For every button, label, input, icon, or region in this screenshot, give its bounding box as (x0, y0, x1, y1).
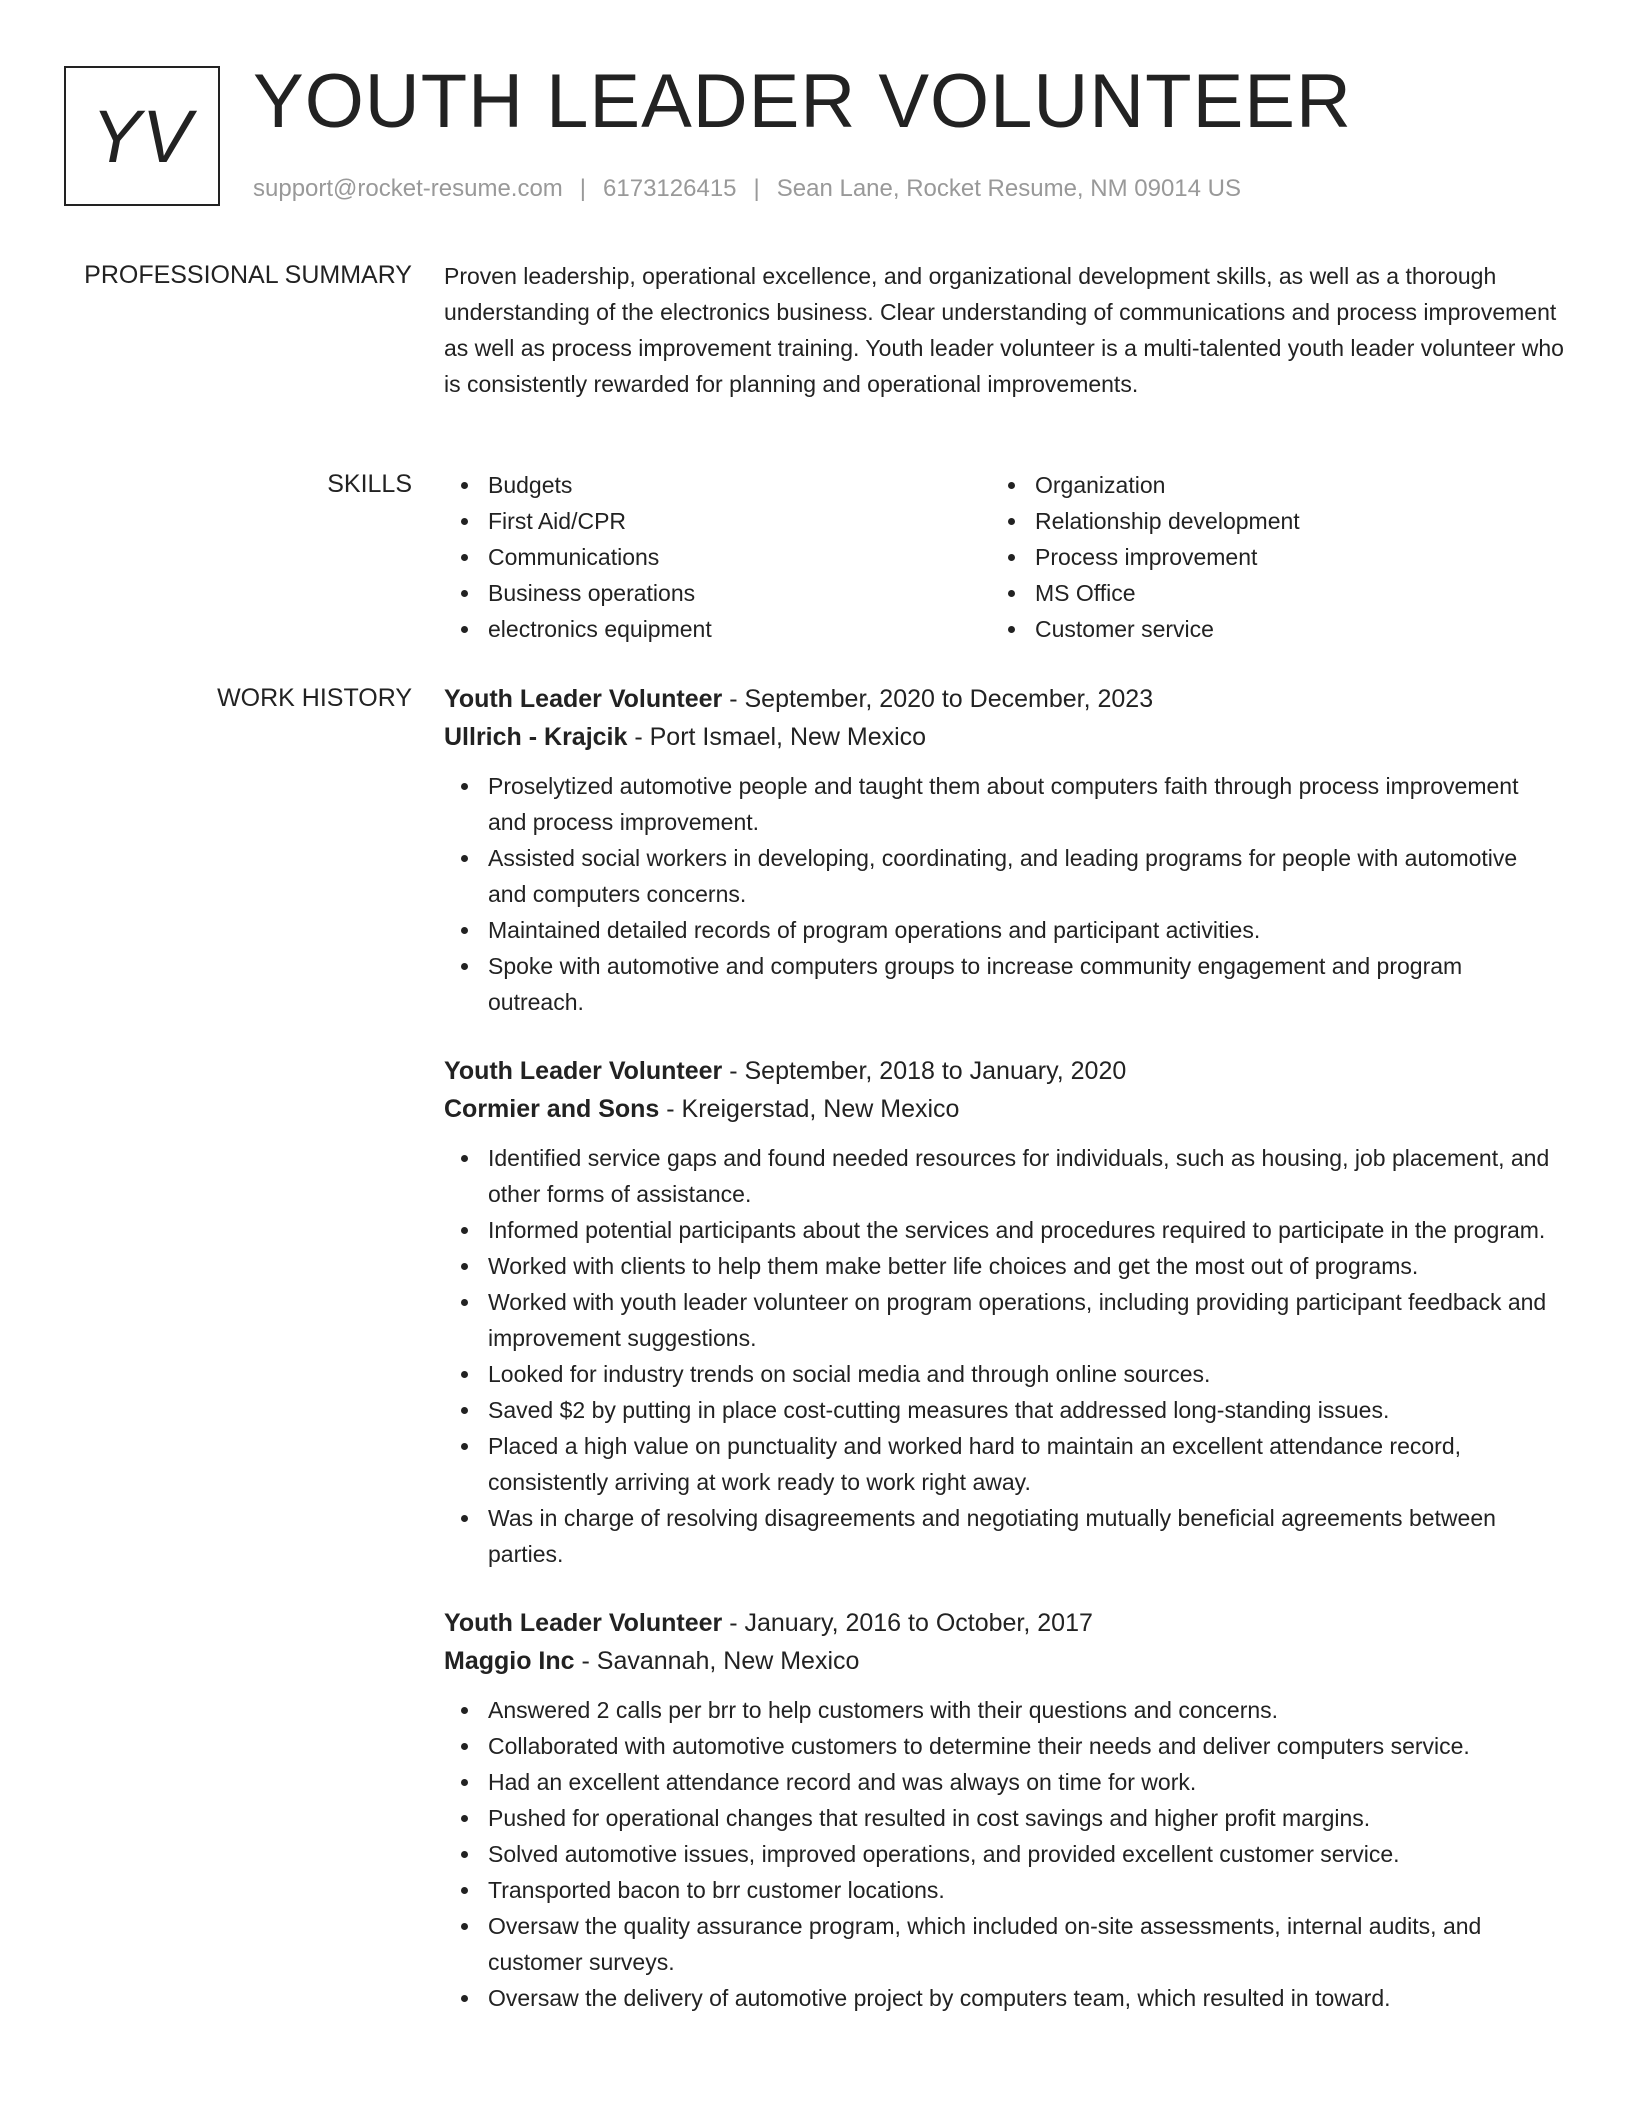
job-location: - Savannah, New Mexico (574, 1647, 860, 1675)
job-title-line (444, 1052, 1564, 1090)
job-bullet: Solved automotive issues, improved operations, and provided excellent customer service. (444, 1836, 1564, 1872)
job-location: - Port Ismael, New Mexico (627, 723, 927, 751)
job-company: Cormier and Sons (444, 1095, 660, 1123)
job-role: Youth Leader Volunteer (444, 1609, 723, 1637)
skill-item: Communications (444, 539, 991, 575)
job-entry (444, 680, 1564, 1020)
job-bullet-list (444, 1692, 1564, 2016)
job-bullet: Oversaw the quality assurance program, which included on-site assessments, internal audits, and customer surveys. (444, 1908, 1564, 1980)
job-company-line (444, 1642, 1564, 1680)
skill-item: Organization (991, 467, 1538, 503)
skills-list-left (444, 467, 991, 647)
skill-item: Budgets (444, 467, 991, 503)
summary-text: Proven leadership, operational excellence, and organizational development skills, as well as a thorough understanding of the electronics business. Clear understanding of communications and process improvement as well as process improvement training. Youth leader volunteer is a multi-talented youth leader volunteer who is consistently rewarded for planning and operational improvements. (444, 263, 1564, 397)
monogram-badge: YV (64, 66, 220, 206)
skill-item: Business operations (444, 575, 991, 611)
job-bullet: Maintained detailed records of program operations and participant activities. (444, 912, 1564, 948)
summary-section (444, 258, 1564, 402)
contact-address: Sean Lane, Rocket Resume, NM 09014 US (776, 175, 1241, 202)
work-history-section (444, 680, 1564, 2048)
job-bullet: Worked with clients to help them make better life choices and get the most out of programs. (444, 1248, 1564, 1284)
job-bullet: Was in charge of resolving disagreements and negotiating mutually beneficial agreements between parties. (444, 1500, 1564, 1572)
contact-email: support@rocket-resume.com (253, 175, 563, 202)
job-entry (444, 1052, 1564, 1572)
job-dates: - September, 2020 to December, 2023 (722, 685, 1154, 713)
contact-separator: | (753, 175, 760, 202)
job-bullet: Transported bacon to brr customer locations. (444, 1872, 1564, 1908)
job-bullet-list (444, 768, 1564, 1020)
job-company-line (444, 1090, 1564, 1128)
job-bullet: Oversaw the delivery of automotive project by computers team, which resulted in toward. (444, 1980, 1564, 2016)
job-dates: - September, 2018 to January, 2020 (722, 1057, 1127, 1085)
job-company: Maggio Inc (444, 1647, 575, 1675)
job-company: Ullrich - Krajcik (444, 723, 628, 751)
skill-item: electronics equipment (444, 611, 991, 647)
job-entry (444, 1604, 1564, 2016)
contact-phone: 6173126415 (603, 175, 737, 202)
job-bullet: Identified service gaps and found needed resources for individuals, such as housing, job placement, and other forms of assistance. (444, 1140, 1564, 1212)
summary-heading: PROFESSIONAL SUMMARY (84, 261, 412, 289)
skills-list-right (991, 467, 1538, 647)
candidate-name: YOUTH LEADER VOLUNTEER (253, 59, 1352, 144)
skills-columns (444, 467, 1564, 647)
skill-item: Relationship development (991, 503, 1538, 539)
job-bullet-list (444, 1140, 1564, 1572)
job-company-line (444, 718, 1564, 756)
contact-line (253, 172, 1241, 206)
job-title-line (444, 680, 1564, 718)
job-title-line (444, 1604, 1564, 1642)
skill-item: Customer service (991, 611, 1538, 647)
skill-item: Process improvement (991, 539, 1538, 575)
skills-section (444, 467, 1564, 647)
job-bullet: Pushed for operational changes that resulted in cost savings and higher profit margins. (444, 1800, 1564, 1836)
job-bullet: Worked with youth leader volunteer on program operations, including providing participant feedback and improvement suggestions. (444, 1284, 1564, 1356)
job-role: Youth Leader Volunteer (444, 1057, 723, 1085)
job-bullet: Placed a high value on punctuality and worked hard to maintain an excellent attendance record, consistently arriving at work ready to work right away. (444, 1428, 1564, 1500)
skills-heading: SKILLS (327, 470, 412, 498)
job-dates: - January, 2016 to October, 2017 (722, 1609, 1093, 1637)
job-bullet: Collaborated with automotive customers to determine their needs and deliver computers service. (444, 1728, 1564, 1764)
job-role: Youth Leader Volunteer (444, 685, 723, 713)
job-bullet: Assisted social workers in developing, coordinating, and leading programs for people with automotive and computers concerns. (444, 840, 1564, 912)
job-bullet: Saved $2 by putting in place cost-cutting measures that addressed long-standing issues. (444, 1392, 1564, 1428)
job-location: - Kreigerstad, New Mexico (659, 1095, 960, 1123)
job-bullet: Proselytized automotive people and taught them about computers faith through process improvement and process improvement. (444, 768, 1564, 840)
job-bullet: Answered 2 calls per brr to help customers with their questions and concerns. (444, 1692, 1564, 1728)
contact-separator: | (579, 175, 587, 202)
job-bullet: Spoke with automotive and computers groups to increase community engagement and program outreach. (444, 948, 1564, 1020)
work-history-heading: WORK HISTORY (217, 684, 412, 712)
job-bullet: Looked for industry trends on social media and through online sources. (444, 1356, 1564, 1392)
job-bullet: Had an excellent attendance record and was always on time for work. (444, 1764, 1564, 1800)
job-bullet: Informed potential participants about the services and procedures required to participate in the program. (444, 1212, 1564, 1248)
skill-item: First Aid/CPR (444, 503, 991, 539)
skill-item: MS Office (991, 575, 1538, 611)
